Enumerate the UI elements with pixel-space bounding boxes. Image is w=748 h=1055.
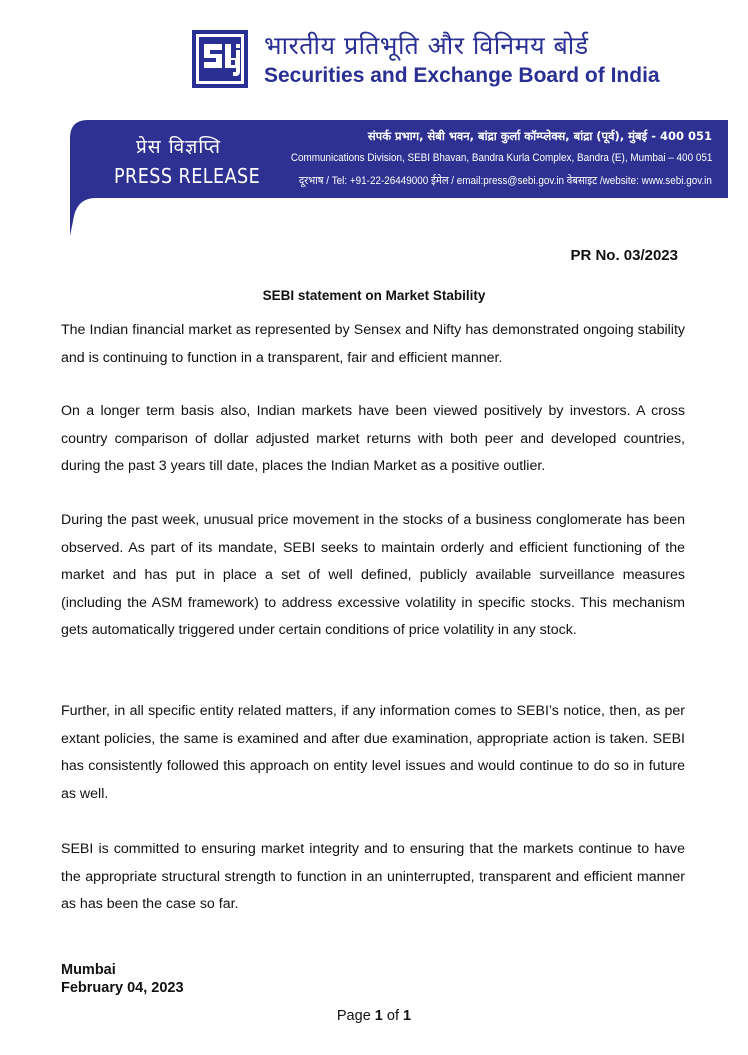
- page-prefix: Page: [336, 1008, 375, 1024]
- paragraph: On a longer term basis also, Indian markets have been viewed positively by investors. A cross country comparison of dollar adjusted market returns with both peer and developed countries, during the past 3 years till date, places the Indian Market as a positive outlier.: [61, 403, 685, 474]
- paragraph: During the past week, unusual price movement in the stocks of a business conglomerate has been observed. As part of its mandate, SEBI seeks to maintain orderly and efficient functioning of the market and has put in place a set of well defined, publicly available surveillance measures (including the ASM framework) to address excessive volatility in specific stocks. This mechanism gets automatically triggered under certain conditions of price volatility in any stock.: [61, 512, 685, 638]
- date: February 04, 2023: [61, 980, 184, 996]
- page-number: [0, 1008, 748, 1024]
- address-hindi: संपर्क प्रभाग, सेबी भवन, बांद्रा कुर्ला कॉम्प्लेक्स, बांद्रा (पूर्व), मुंबई - 400 051: [367, 129, 712, 143]
- press-release-label-english: PRESS RELEASE: [114, 164, 261, 188]
- document-subject: SEBI statement on Market Stability: [262, 288, 486, 303]
- sebi-logo-icon: [192, 30, 248, 88]
- page-mid: of: [382, 1008, 404, 1024]
- org-name-english: Securities and Exchange Board of India: [264, 64, 660, 87]
- press-release-number: PR No. 03/2023: [570, 247, 678, 264]
- paragraph: Further, in all specific entity related matters, if any information comes to SEBI’s notice, then, as per extant policies, the same is examined and after due examination, appropriate action is taken. SEBI has consistently followed this approach on entity level issues and would continue to do so in future as well.: [61, 703, 685, 802]
- place: Mumbai: [61, 962, 116, 978]
- address-english: Communications Division, SEBI Bhavan, Bandra Kurla Complex, Bandra (E), Mumbai – 400 051: [290, 152, 712, 164]
- page-total: 1: [403, 1008, 412, 1024]
- press-release-label-hindi: प्रेस विज्ञप्ति: [136, 136, 221, 158]
- org-name-hindi: भारतीय प्रतिभूति और विनिमय बोर्ड: [264, 31, 589, 60]
- sebi-logo: [192, 30, 248, 88]
- paragraph: SEBI is committed to ensuring market integrity and to ensuring that the markets continue to have the appropriate structural strength to function in an uninterrupted, transparent and efficient manner as has been the case so far.: [61, 841, 685, 912]
- contact-line: दूरभाष / Tel: +91-22-26449000 ईमेल / email:press@sebi.gov.in वेबसाइट /website: www.sebi.gov.in: [298, 175, 712, 187]
- paragraph: The Indian financial market as represented by Sensex and Nifty has demonstrated ongoing stability and is continuing to function in a transparent, fair and efficient manner.: [61, 322, 685, 366]
- page-current: 1: [374, 1008, 383, 1024]
